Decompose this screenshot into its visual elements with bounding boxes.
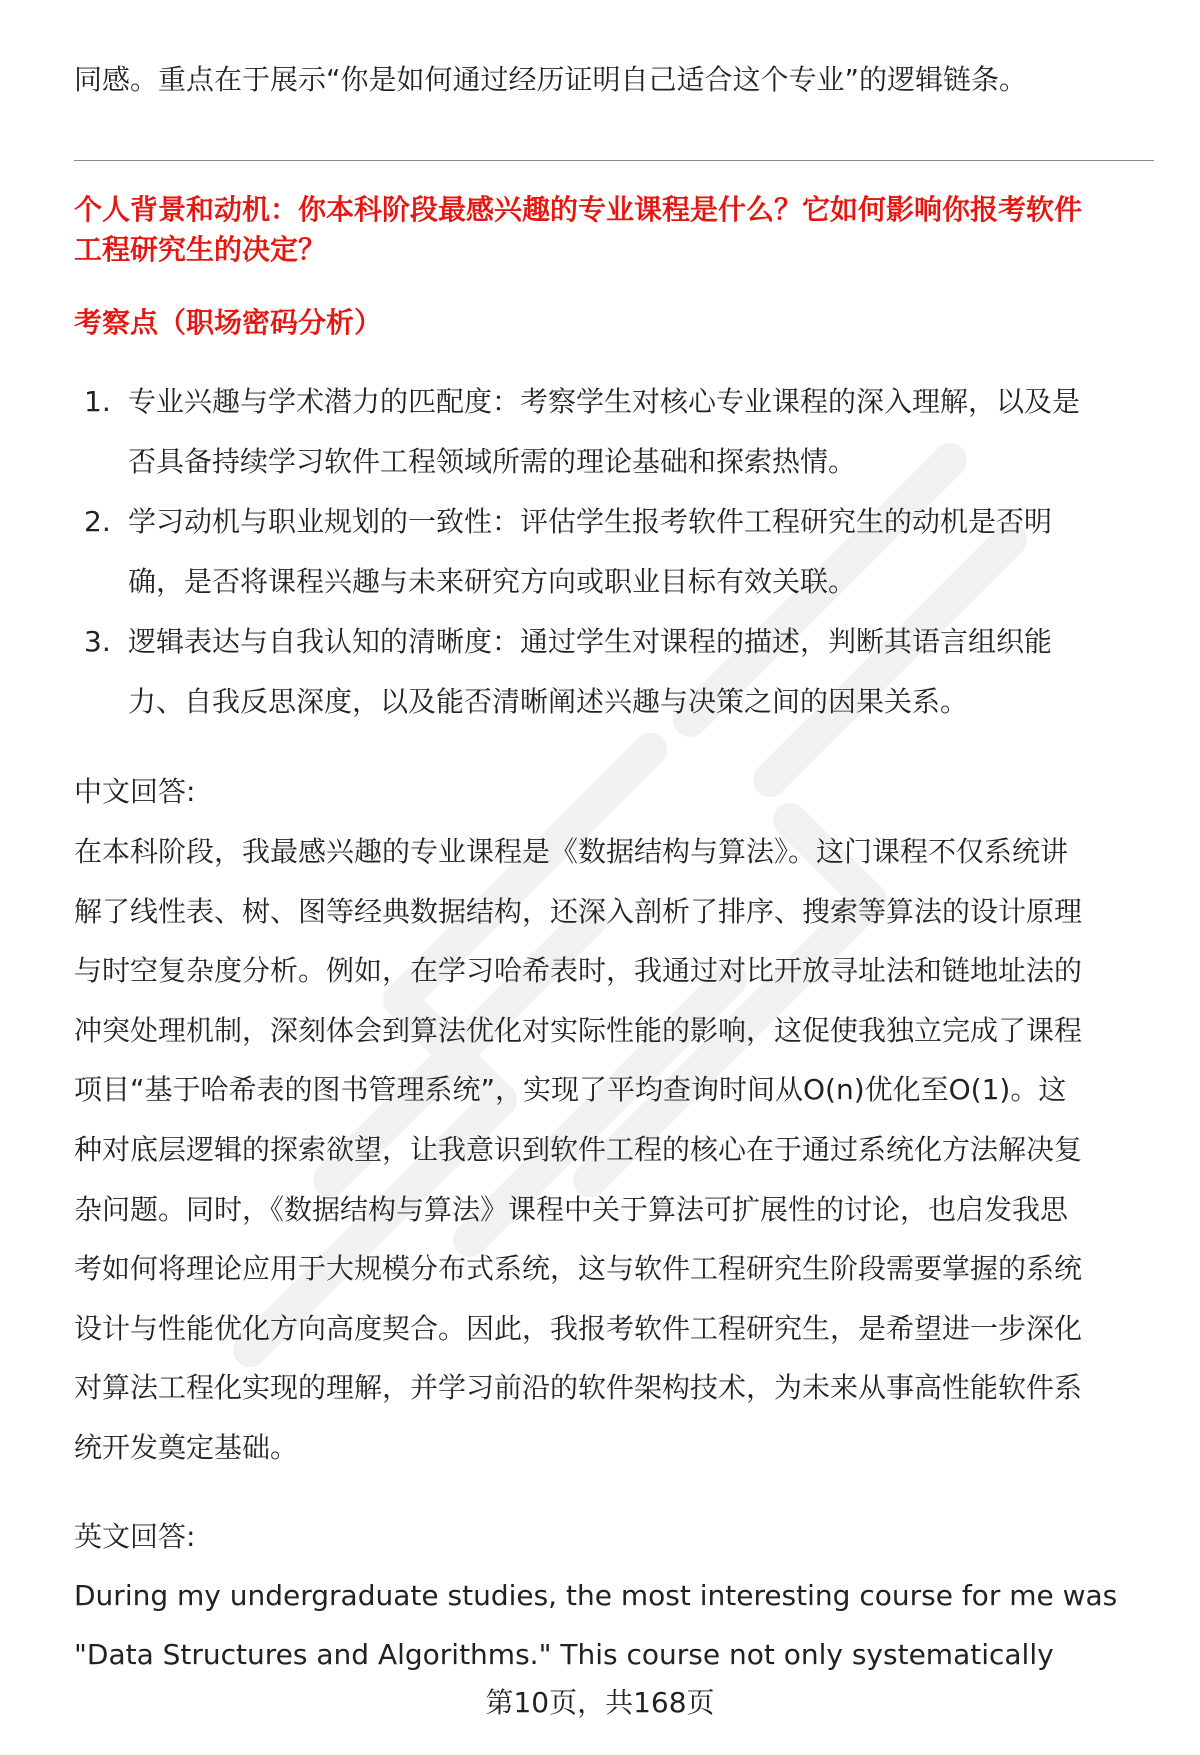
list-item-line-1: 专业兴趣与学术潜力的匹配度：考察学生对核心专业课程的深入理解，以及是 [128, 385, 1081, 418]
list-number: 2. [84, 505, 111, 538]
list-item-line-2: 确，是否将课程兴趣与未来研究方向或职业目标有效关联。 [128, 565, 857, 598]
page-indicator: 第10页，共168页 [485, 1686, 715, 1719]
section-divider [74, 160, 1154, 161]
paragraph-line: "Data Structures and Algorithms." This course not only systematically [74, 1638, 1054, 1671]
paragraph-line: During my undergraduate studies, the most interesting course for me was [74, 1579, 1118, 1612]
question-heading-line-1: 个人背景和动机：你本科阶段最感兴趣的专业课程是什么？它如何影响你报考软件 [74, 193, 1083, 226]
list-number: 3. [84, 625, 111, 658]
paragraph-line: 冲突处理机制，深刻体会到算法优化对实际性能的影响，这促使我独立完成了课程 [74, 1014, 1083, 1047]
english-answer-label: 英文回答: [74, 1520, 196, 1553]
list-item-line-2: 力、自我反思深度，以及能否清晰阐述兴趣与决策之间的因果关系。 [128, 685, 969, 718]
list-number: 1. [84, 385, 111, 418]
paragraph-line: 与时空复杂度分析。例如，在学习哈希表时，我通过对比开放寻址法和链地址法的 [74, 954, 1083, 987]
paragraph-line: 在本科阶段，我最感兴趣的专业课程是《数据结构与算法》。这门课程不仅系统讲 [74, 835, 1069, 868]
paragraph-line: 对算法工程化实现的理解，并学习前沿的软件架构技术，为未来从事高性能软件系 [74, 1371, 1083, 1404]
paragraph-line: 项目“基于哈希表的图书管理系统”，实现了平均查询时间从O(n)优化至O(1)。这 [74, 1073, 1067, 1106]
analysis-heading: 考察点（职场密码分析） [74, 306, 383, 339]
question-heading-line-2: 工程研究生的决定？ [74, 233, 327, 266]
list-item-line-2: 否具备持续学习软件工程领域所需的理论基础和探索热情。 [128, 445, 857, 478]
paragraph-line: 统开发奠定基础。 [74, 1431, 299, 1464]
paragraph-line: 杂问题。同时，《数据结构与算法》课程中关于算法可扩展性的讨论，也启发我思 [74, 1193, 1069, 1226]
paragraph-line: 解了线性表、树、图等经典数据结构，还深入剖析了排序、搜索等算法的设计原理 [74, 895, 1083, 928]
list-item-line-1: 逻辑表达与自我认知的清晰度：通过学生对课程的描述，判断其语言组织能 [128, 625, 1053, 658]
paragraph-line: 考如何将理论应用于大规模分布式系统，这与软件工程研究生阶段需要掌握的系统 [74, 1252, 1083, 1285]
paragraph-line: 设计与性能优化方向高度契合。因此，我报考软件工程研究生，是希望进一步深化 [74, 1312, 1083, 1345]
list-item-line-1: 学习动机与职业规划的一致性：评估学生报考软件工程研究生的动机是否明 [128, 505, 1053, 538]
chinese-answer-label: 中文回答: [74, 775, 196, 808]
paragraph-line: 种对底层逻辑的探索欲望，让我意识到软件工程的核心在于通过系统化方法解决复 [74, 1133, 1083, 1166]
intro-text: 同感。重点在于展示“你是如何通过经历证明自己适合这个专业”的逻辑链条。 [74, 63, 1028, 96]
